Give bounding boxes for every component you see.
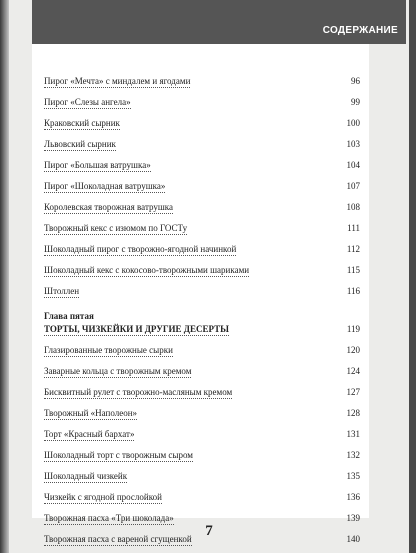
toc-entry-title: Творожный кекс с изюмом по ГОСТу bbox=[44, 223, 188, 233]
toc-entry[interactable] bbox=[44, 364, 360, 385]
toc-entry[interactable] bbox=[44, 137, 360, 158]
toc-entry[interactable] bbox=[44, 427, 360, 448]
toc-entry[interactable] bbox=[44, 263, 360, 284]
toc-entry-page-number: 112 bbox=[346, 244, 360, 254]
toc-entry-title: Пирог «Большая ватрушка» bbox=[44, 160, 151, 170]
toc-entries-part-a bbox=[44, 74, 360, 305]
section-header-band bbox=[32, 0, 406, 44]
toc-entry-title: Шоколадный торт с творожным сыром bbox=[44, 450, 193, 460]
table-of-contents-box bbox=[32, 44, 369, 544]
toc-entry-title: Шоколадный чизкейк bbox=[44, 471, 128, 481]
toc-entry-page-number: 128 bbox=[346, 408, 360, 418]
toc-entry-page-number: 120 bbox=[346, 345, 360, 355]
toc-entry-page-number: 116 bbox=[346, 286, 360, 296]
chapter-title-row[interactable] bbox=[44, 322, 360, 343]
toc-entry-title: Королевская творожная ватрушка bbox=[44, 202, 174, 212]
toc-entry-title: Пирог «Мечта» с миндалем и ягодами bbox=[44, 76, 191, 86]
toc-entry-page-number: 100 bbox=[346, 118, 360, 128]
toc-entry-title: Пирог «Слезы ангела» bbox=[44, 97, 131, 107]
toc-entry-page-number: 104 bbox=[346, 160, 360, 170]
right-margin-panel bbox=[369, 44, 406, 518]
toc-entry-page-number: 127 bbox=[346, 387, 360, 397]
toc-entry-page-number: 124 bbox=[346, 366, 360, 376]
toc-entry[interactable] bbox=[44, 74, 360, 95]
toc-entry-page-number: 139 bbox=[346, 513, 360, 523]
toc-entry-title: Шоколадный пирог с творожно-ягодной начинкой bbox=[44, 244, 237, 254]
toc-entry-page-number: 131 bbox=[346, 429, 360, 439]
toc-entry-title: Творожная пасха с вареной сгущенкой bbox=[44, 534, 192, 544]
toc-entry-title: Торт «Красный бархат» bbox=[44, 429, 135, 439]
toc-entry[interactable] bbox=[44, 158, 360, 179]
toc-entry-page-number: 140 bbox=[346, 534, 360, 544]
toc-entry-title: Творожная пасха «Три шоколада» bbox=[44, 513, 174, 523]
page-number: 7 bbox=[205, 523, 213, 539]
toc-entry[interactable] bbox=[44, 406, 360, 427]
toc-entry-title: Чизкейк с ягодной прослойкой bbox=[44, 492, 162, 502]
toc-entry-title: Заварные кольца с творожным кремом bbox=[44, 366, 192, 376]
toc-entry[interactable] bbox=[44, 179, 360, 200]
chapter-title: ТОРТЫ, ЧИЗКЕЙКИ И ДРУГИЕ ДЕСЕРТЫ bbox=[44, 324, 229, 334]
toc-entry-title: Бисквитный рулет с творожно-масляным кремом bbox=[44, 387, 233, 397]
toc-entry-title: Глазированные творожные сырки bbox=[44, 345, 173, 355]
chapter-page-number: 119 bbox=[346, 324, 360, 334]
toc-entry-title: Пирог «Шоколадная ватрушка» bbox=[44, 181, 166, 191]
toc-entry-page-number: 135 bbox=[346, 471, 360, 481]
toc-entry-page-number: 108 bbox=[346, 202, 360, 212]
toc-entry[interactable] bbox=[44, 116, 360, 137]
toc-entry-page-number: 136 bbox=[346, 492, 360, 502]
chapter-heading bbox=[44, 311, 360, 343]
toc-entry[interactable] bbox=[44, 242, 360, 263]
toc-entry[interactable] bbox=[44, 343, 360, 364]
toc-entry[interactable] bbox=[44, 95, 360, 116]
toc-entry[interactable] bbox=[44, 200, 360, 221]
toc-entry-page-number: 103 bbox=[346, 139, 360, 149]
section-title: СОДЕРЖАНИЕ bbox=[322, 25, 398, 36]
toc-entry-page-number: 99 bbox=[351, 97, 360, 107]
toc-entry-page-number: 107 bbox=[346, 181, 360, 191]
toc-entry-title: Штоллен bbox=[44, 286, 80, 296]
book-page bbox=[9, 0, 409, 553]
toc-entry-page-number: 132 bbox=[346, 450, 360, 460]
toc-entry-page-number: 96 bbox=[351, 76, 360, 86]
toc-entry[interactable] bbox=[44, 490, 360, 511]
toc-entry-page-number: 111 bbox=[347, 223, 360, 233]
toc-entry[interactable] bbox=[44, 221, 360, 242]
toc-entry[interactable] bbox=[44, 469, 360, 490]
toc-entry-title: Краковский сырник bbox=[44, 118, 120, 128]
toc-entry[interactable] bbox=[44, 284, 360, 305]
table-of-contents bbox=[44, 74, 360, 553]
toc-entry-title: Шоколадный кекс с кокосово-творожными шариками bbox=[44, 265, 250, 275]
toc-entry-title: Львовский сырник bbox=[44, 139, 116, 149]
toc-entry[interactable] bbox=[44, 448, 360, 469]
toc-entries-part-b bbox=[44, 343, 360, 553]
chapter-label: Глава пятая bbox=[44, 311, 94, 321]
toc-entry-title: Творожный «Наполеон» bbox=[44, 408, 138, 418]
toc-entry-page-number: 115 bbox=[346, 265, 360, 275]
toc-entry[interactable] bbox=[44, 385, 360, 406]
